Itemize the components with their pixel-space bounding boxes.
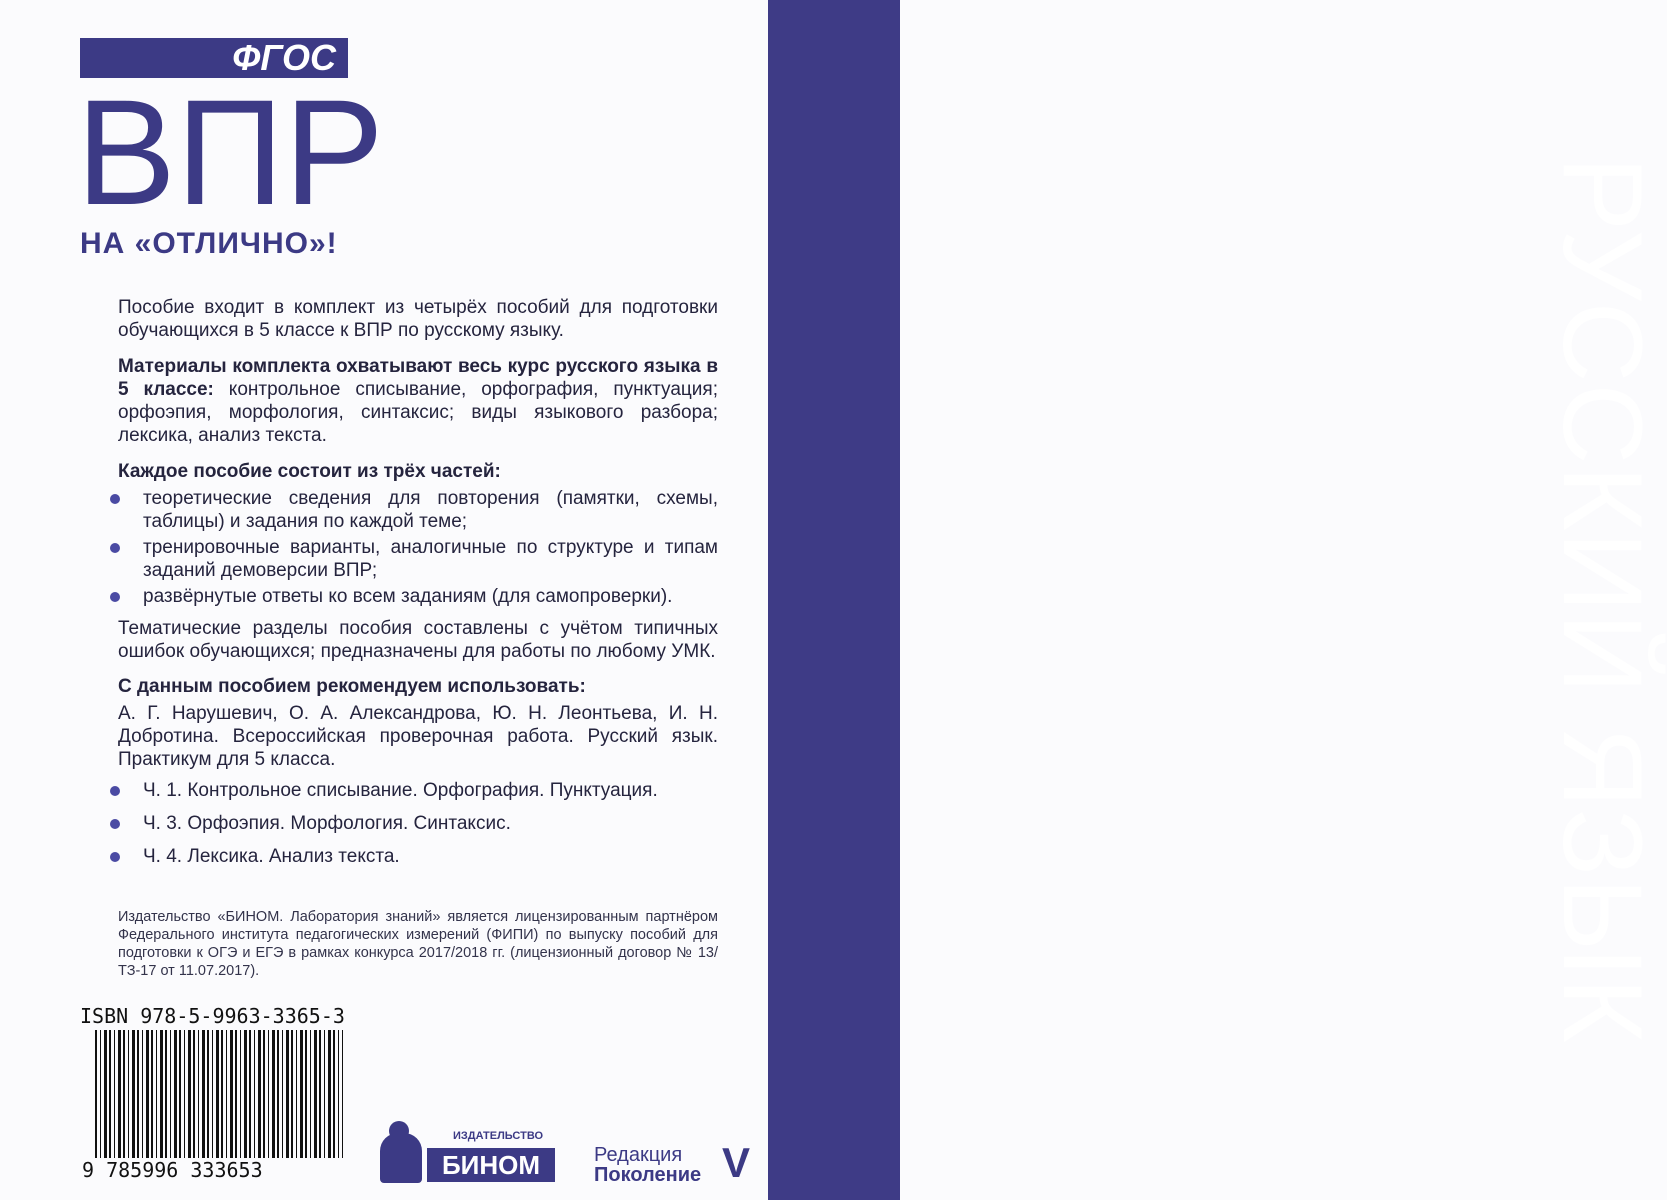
materials-paragraph — [118, 355, 718, 447]
publisher-label: ИЗДАТЕЛЬСТВО — [453, 1130, 544, 1142]
bullet-icon — [110, 494, 120, 504]
isbn-text: ISBN 978-5-9963-3365-3 — [80, 1004, 345, 1028]
publisher-logo-icon — [380, 1133, 422, 1183]
edition-line-2: Поколение — [594, 1164, 702, 1186]
list-item — [118, 812, 718, 835]
barcode-icon — [95, 1030, 343, 1158]
vertical-subject-title: РУССКИЙ ЯЗЫК — [1540, 156, 1665, 1044]
materials-bold-text: Материалы комплекта охватывают весь курс русского языка в 5 классе: — [118, 356, 718, 400]
list-item-text: Ч. 4. Лексика. Анализ текста. — [143, 846, 400, 867]
barcode-number: 9 785996 333653 — [82, 1158, 263, 1182]
thematic-paragraph: Тематические разделы пособия составлены с учётом типичных ошибок обучающихся; предназначены для работы по любому УМК. — [118, 618, 718, 662]
edition-line-1: Редакция — [594, 1144, 683, 1166]
series-title: ВПР — [76, 68, 384, 236]
publisher-note: Издательство «БИНОМ. Лаборатория знаний» является лицензированным партнёром Федерального института педагогических измерений (ФИПИ) по выпуску пособий для подготовки к ОГЭ и ЕГЭ в рамках конкурса 2017/2018 гг. (лицензионный договор № 13/ТЗ-17 от 11.07.2017). — [118, 909, 718, 979]
publisher-name: БИНОМ — [427, 1148, 555, 1182]
list-item — [118, 487, 718, 533]
list-item — [118, 536, 718, 582]
parts-heading: Каждое пособие состоит из трёх частей: — [118, 461, 501, 482]
materials-text: контрольное списывание, орфография, пунктуация; орфоэпия, морфология, синтаксис; виды языкового разбора; лексика, анализ текста. — [118, 379, 718, 446]
list-item — [118, 845, 718, 868]
bullet-icon — [110, 852, 120, 862]
recommend-heading: С данным пособием рекомендуем использовать: — [118, 676, 586, 697]
list-item — [118, 585, 718, 608]
right-color-band — [768, 0, 1665, 1200]
list-item-text: теоретические сведения для повторения (памятки, схемы, таблицы) и задания по каждой теме; — [143, 488, 718, 532]
recommend-paragraph: А. Г. Нарушевич, О. А. Александрова, Ю. Н. Леонтьева, И. Н. Добротина. Всероссийская проверочная работа. Русский язык. Практикум для 5 класса. — [118, 703, 718, 770]
list-item-text: Ч. 3. Орфоэпия. Морфология. Синтаксис. — [143, 813, 511, 834]
bullet-icon — [110, 543, 120, 553]
parts-list — [118, 487, 718, 608]
edition-label — [594, 1145, 701, 1185]
bullet-icon — [110, 819, 120, 829]
bullet-icon — [110, 786, 120, 796]
fgos-badge: ФГОС — [80, 38, 348, 78]
bullet-icon — [110, 592, 120, 602]
list-item-text: Ч. 1. Контрольное списывание. Орфография. Пунктуация. — [143, 780, 658, 801]
intro-paragraph: Пособие входит в комплект из четырёх пособий для подготовки обучающихся в 5 классе к ВПР по русскому языку. — [118, 297, 718, 341]
book-description — [118, 296, 718, 878]
recommended-parts-list — [118, 779, 718, 868]
list-item — [118, 779, 718, 802]
list-item-text: тренировочные варианты, аналогичные по структуре и типам заданий демоверсии ВПР; — [143, 537, 718, 581]
series-subtitle: НА «ОТЛИЧНО»! — [80, 227, 338, 260]
list-item-text: развёрнутые ответы ко всем заданиям (для самопроверки). — [143, 586, 673, 607]
edition-mark: V — [722, 1139, 751, 1186]
